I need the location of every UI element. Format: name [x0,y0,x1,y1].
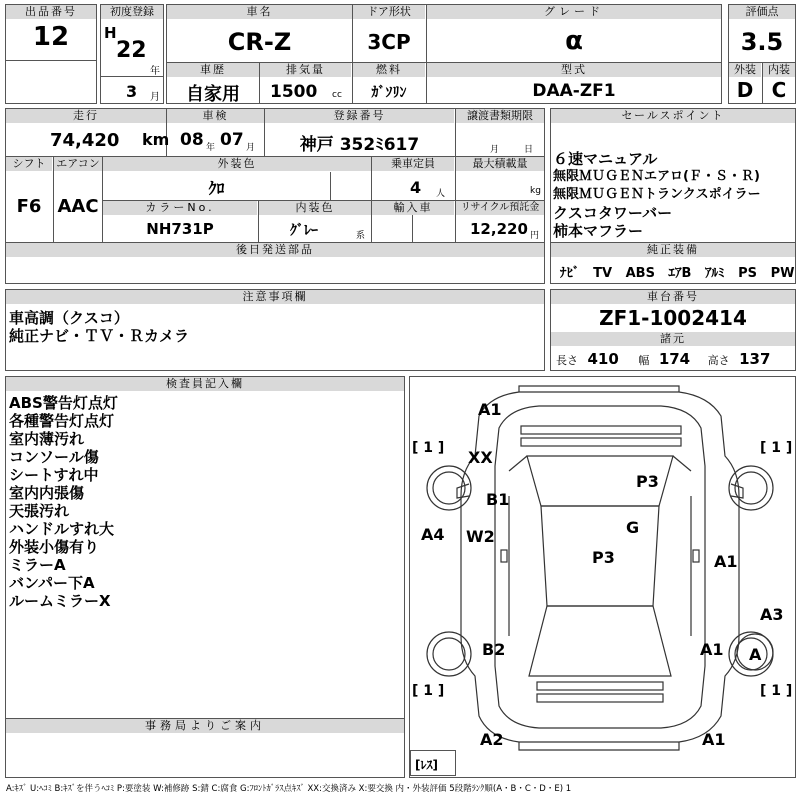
width-label: 幅 [638,354,650,367]
car-name-label: 車名 [167,5,352,19]
mark-left-fender: B1 [486,490,510,509]
displacement: 1500 [270,82,318,102]
mark-center: P3 [592,548,615,567]
equip-alloy: ｱﾙﾐ [705,266,725,281]
door-label: ドア形状 [353,5,425,19]
score: 3.5 [740,28,784,56]
tire-rr: [ 1 ] [760,683,793,699]
transfer-day-unit: 日 [524,145,534,155]
ac-label: エアコン [54,157,102,171]
ext-grade: D [736,78,754,102]
month-unit: 月 [150,92,160,103]
inspector-line: コンソール傷 [9,448,99,466]
transfer-month-unit: 月 [490,145,500,155]
insp-month: 07 [220,130,244,150]
notes-label: 注意事項欄 [6,290,544,304]
history: 自家用 [186,84,240,105]
spare-box [410,750,456,776]
height: 137 [739,350,771,368]
displacement-label: 排気量 [260,63,351,77]
inspector-line: 各種警告灯点灯 [9,412,115,430]
load-unit: kg [530,186,541,196]
tire-rl: [ 1 ] [412,683,445,699]
era: H [104,24,117,42]
inspector-line: シートすれ中 [9,466,99,484]
load-label: 最大積載量 [456,157,544,171]
car-name: CR-Z [227,28,292,56]
fuel: ｶﾞｿﾘﾝ [371,85,407,101]
inspector-line: バンパー下A [9,574,95,592]
first-reg-label: 初度登録 [101,5,163,19]
lot-box [5,4,97,104]
grade: α [565,26,583,56]
sales-line: 無限ＭＵＧＥＮトランクスポイラー [553,187,761,202]
lot-number: 12 [32,22,70,52]
km-unit: km [142,130,170,149]
mark-right-door: A1 [714,552,738,571]
mark-hood: XX [468,448,493,467]
mark-rear-right: A1 [702,730,726,749]
note-line: 純正ナビ・ＴＶ・Ｒカメラ [9,327,190,345]
exterior-color-label: 外装色 [103,157,371,171]
spec-label: 諸元 [551,332,795,346]
model-label: 型式 [427,63,721,77]
interior-color-label: 内装色 [259,201,371,215]
cc-unit: cc [332,90,342,100]
mark-circle: A [749,645,762,664]
sales-line: ６速マニュアル [553,150,658,168]
inspector-line: ABS警告灯点灯 [9,394,118,412]
tire-fl: [ 1 ] [412,440,445,456]
capacity-label: 乗車定員 [372,157,454,171]
inspector-line: 室内薄汚れ [9,430,85,448]
int-label: 内装 [763,63,795,77]
transfer-label: 譲渡書類期限 [456,109,544,123]
chassis-label: 車台番号 [551,290,795,304]
sales-line: クスコタワーバー [553,204,673,222]
mark-roof: P3 [636,472,659,491]
mark-left-rear: B2 [482,640,506,659]
interior-color-unit: 系 [356,231,366,241]
later-parts-label: 後日発送部品 [6,243,544,257]
inspector-label: 検査員記入欄 [6,377,404,391]
capacity: 4 [410,178,422,197]
first-reg-year: 22 [116,38,147,63]
inspector-line: 室内内張傷 [9,484,85,502]
inspector-list [9,394,118,610]
color-no-label: カラーNo. [103,201,257,215]
length-label: 長さ [556,354,578,367]
mark-glass: G [626,518,640,537]
model: DAA-ZF1 [532,81,616,101]
inspection-label: 車検 [167,109,264,123]
sales-line: 無限ＭＵＧＥＮエアロ(Ｆ・Ｓ・Ｒ) [553,169,760,184]
mileage: 74,420 [50,130,120,151]
equip-abs: ABS [625,266,655,281]
insp-year: 08 [180,130,204,150]
first-reg-month: 3 [126,82,138,101]
notes-list [9,309,189,345]
score-label: 評価点 [729,5,795,19]
mileage-label: 走行 [6,109,166,123]
width: 174 [658,350,691,368]
mark-right-side: A3 [760,605,784,624]
insp-month-unit: 月 [246,143,256,153]
specs [556,350,770,368]
history-label: 車歴 [167,63,259,77]
sales-line: 柿本マフラー [553,222,644,240]
spare-tire: [ﾚｽ] [415,758,438,772]
inspector-line: ハンドルすれ大 [9,520,115,538]
inspector-line: ミラーA [9,556,66,574]
equip-navi: ﾅﾋﾞ [560,266,580,281]
equip-pw: PW [770,266,795,281]
recycle-unit: 円 [530,231,540,241]
mark-left-door: W2 [466,527,495,546]
tire-fr: [ 1 ] [760,440,793,456]
int-grade: C [771,78,787,102]
equip-airbag: ｴｱB [668,266,692,281]
equip-ps: PS [738,266,757,281]
office-label: 事務局よりご案内 [6,719,404,733]
car-diagram [409,376,796,778]
equipment-list [560,262,794,281]
length: 410 [587,350,619,368]
chassis-number: ZF1-1002414 [599,306,747,330]
recycle-label: リサイクル預託金 [456,201,544,215]
import-label: 輸入車 [372,201,454,215]
mark-left-side: A4 [421,525,445,544]
shift-label: シフト [6,157,52,171]
capacity-unit: 人 [436,189,446,199]
sales-list [553,150,761,240]
height-label: 高さ [707,354,730,367]
color-no: NH731P [146,220,214,238]
fuel-label: 燃料 [353,63,425,77]
mark-right-rear: A1 [700,640,724,659]
exterior-color: ｸﾛ [208,179,225,198]
legend: A:ｷｽﾞ U:ﾍｺﾐ B:ｷｽﾞを伴うﾍｺﾐ P:要塗装 W:補修跡 S:錆 C:腐食 G:ﾌﾛﾝﾄｶﾞﾗｽ点ｷｽﾞ XX:交換済み X:要交換 内・外装評価 5段階ﾗﾝｸ順(A・B・C・D・E) 1 [6,784,572,794]
plate-label: 登録番号 [265,109,454,123]
door-type: 3CP [367,30,411,54]
equip-tv: TV [593,266,613,281]
inspector-line: 天張汚れ [9,502,70,520]
plate: 神戸 352ﾐ617 [299,135,420,155]
equipment-label: 純正装備 [551,243,795,257]
ext-label: 外装 [729,63,761,77]
shift: F6 [16,196,42,217]
ac: AAC [57,196,99,217]
lot-label: 出品番号 [6,5,96,19]
grade-label: グレード [427,5,721,19]
year-unit: 年 [150,66,160,77]
recycle: 12,220 [470,220,528,238]
interior-color: ｸﾞﾚｰ [290,223,318,239]
mark-front: A1 [478,400,502,419]
sales-label: セールスポイント [551,109,795,123]
inspector-line: 外装小傷有り [9,538,100,556]
mark-rear-left: A2 [480,730,504,749]
insp-year-unit: 年 [206,143,216,153]
note-line: 車高調（クスコ） [9,309,129,327]
inspector-line: ルームミラーX [9,592,111,610]
